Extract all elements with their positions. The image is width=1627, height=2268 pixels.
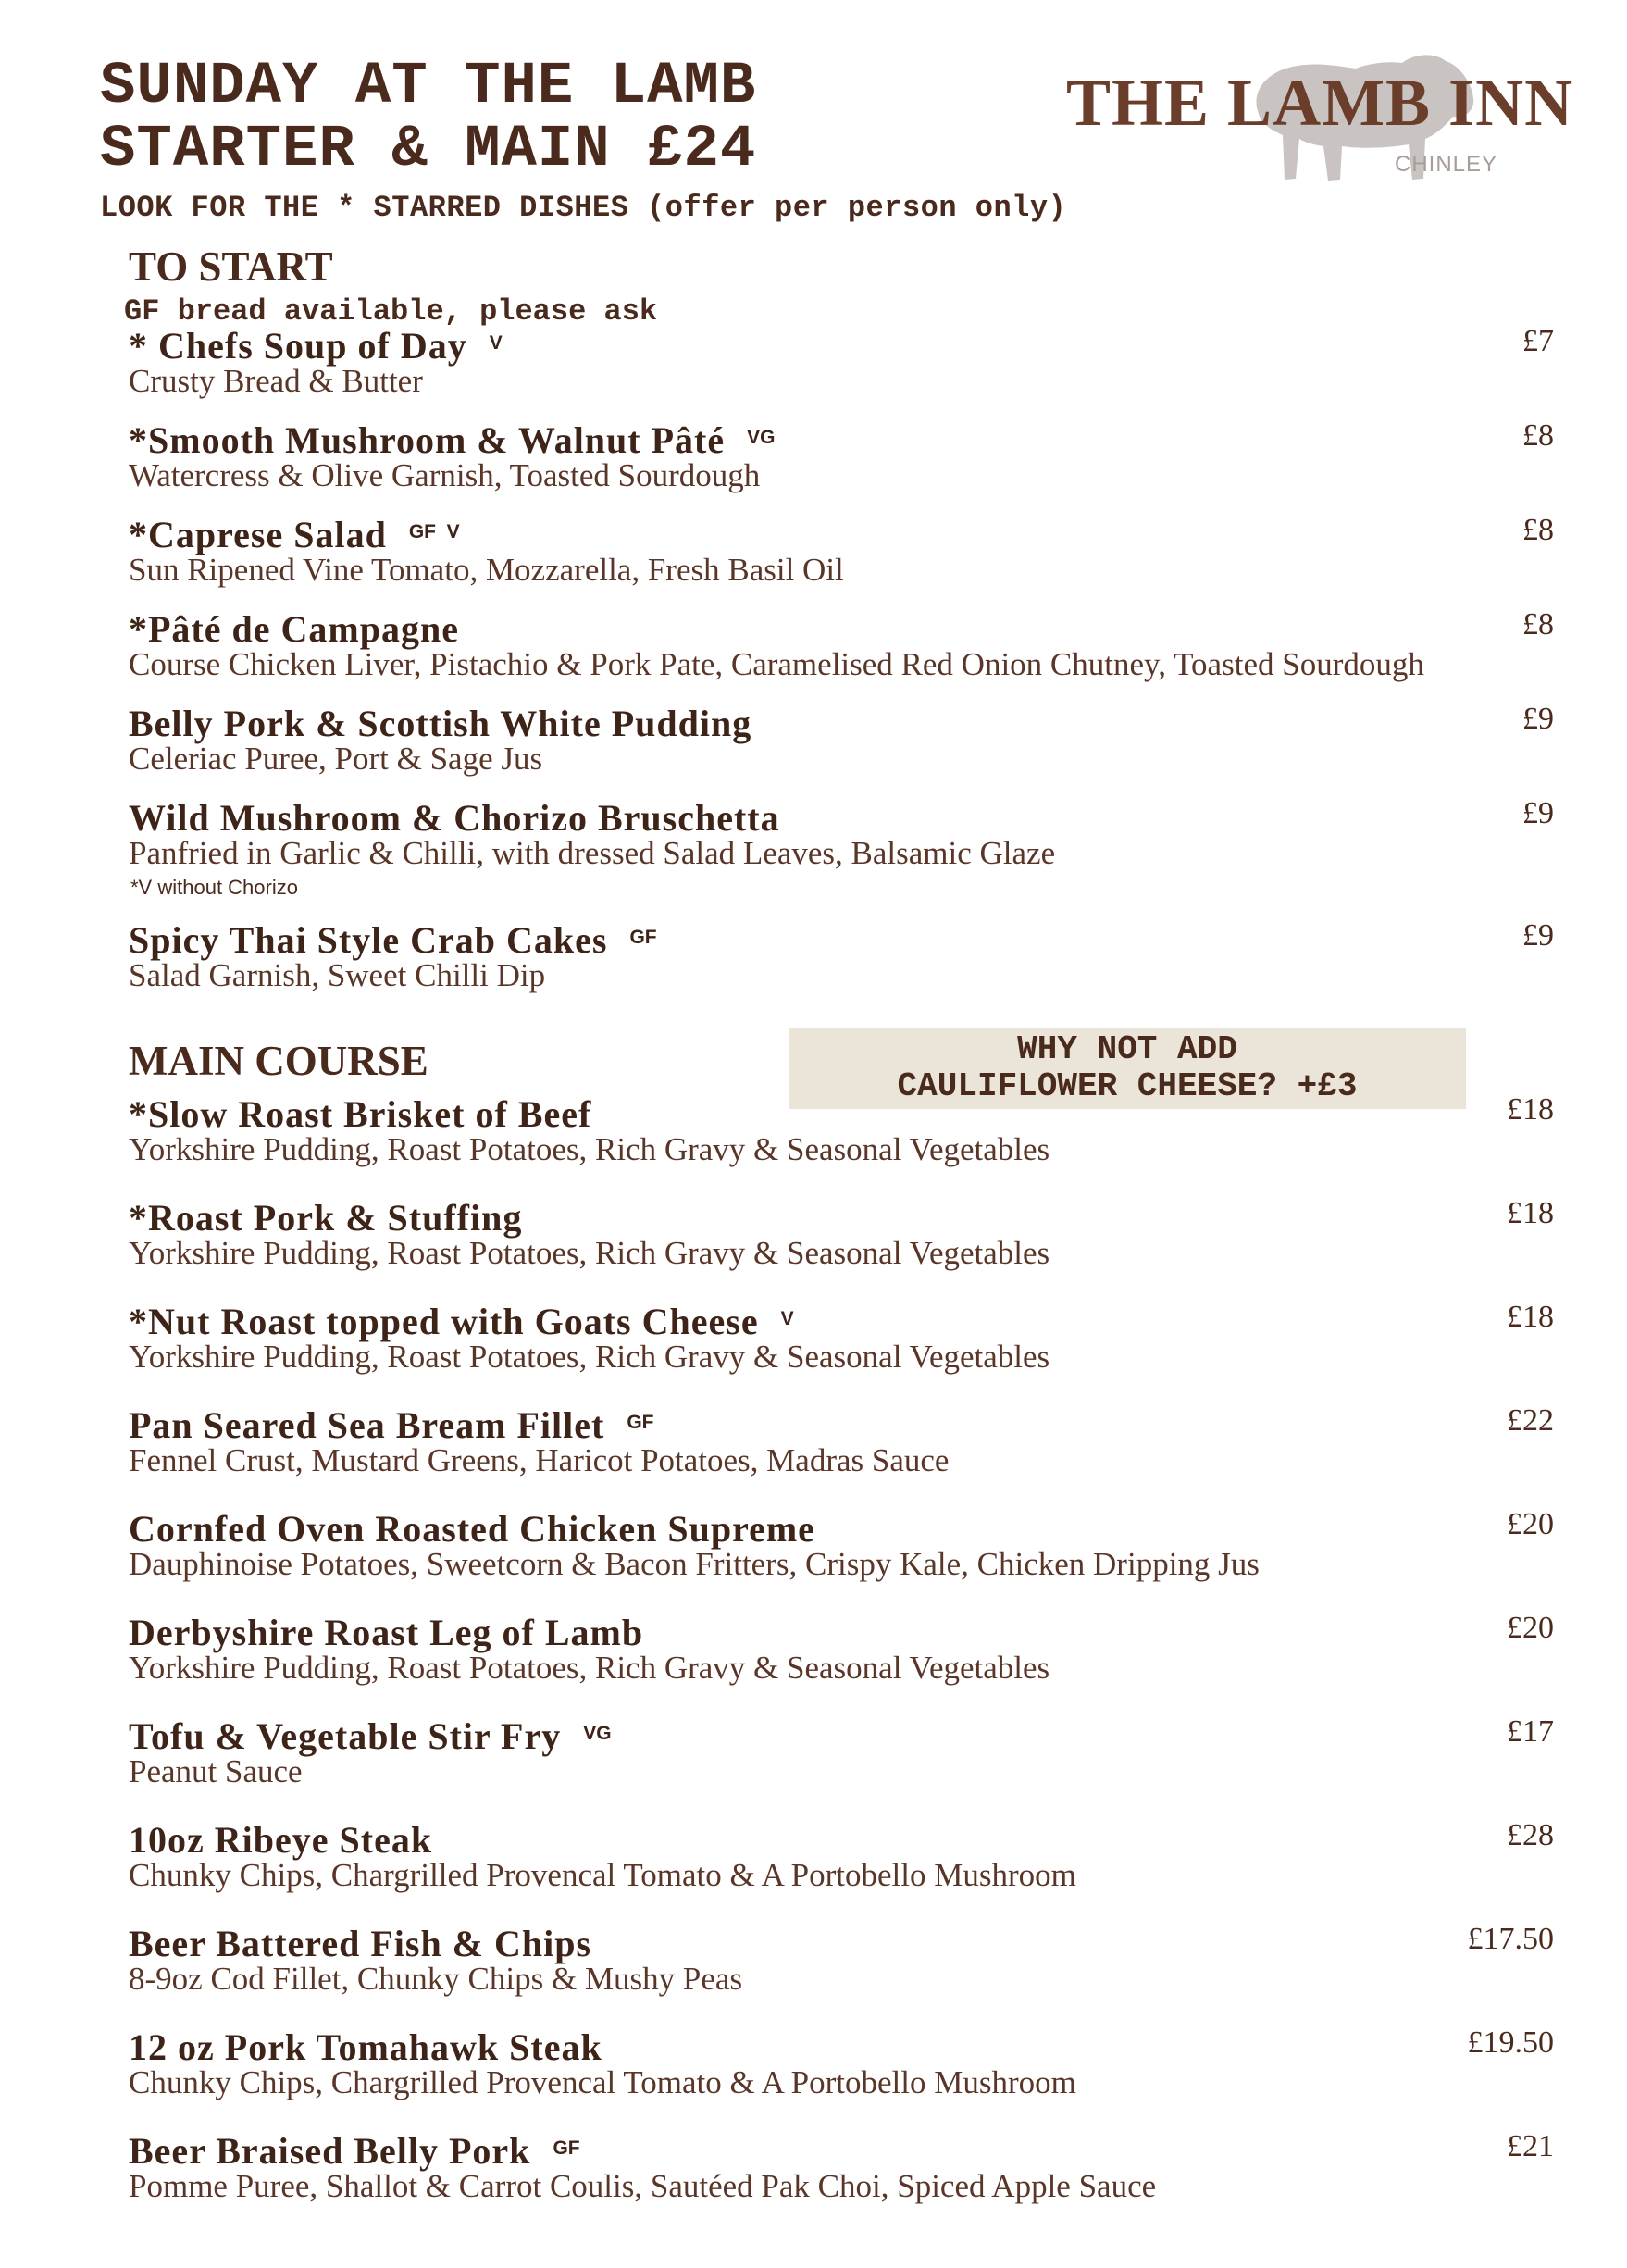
menu-item-roast-pork [129,1196,1554,1279]
item-name: Tofu & Vegetable Stir Fry [129,1715,562,1757]
menu-item-fish-and-chips [129,1922,1554,2005]
item-name: Wild Mushroom & Chorizo Bruschetta [129,797,780,839]
menu-title-line-2: STARTER & MAIN £24 [100,117,757,183]
dietary-tag: GF [627,1412,654,1433]
item-description: Yorkshire Pudding, Roast Potatoes, Rich Gravy & Seasonal Vegetables [129,1339,1050,1375]
item-price: £19.50 [1467,2025,1554,2060]
menu-item-nut-roast [129,1300,1554,1383]
menu-title [100,56,756,181]
item-name: 10oz Ribeye Steak [129,1819,433,1861]
item-price: £18 [1507,1196,1554,1230]
item-name: *Roast Pork & Stuffing [129,1197,523,1239]
menu-item-bruschetta [129,796,1554,899]
item-description: Crusty Bread & Butter [129,363,423,399]
item-name: *Smooth Mushroom & Walnut Pâté [129,419,726,461]
item-description: Salad Garnish, Sweet Chilli Dip [129,957,546,993]
item-price: £20 [1507,1507,1554,1541]
menu-title-line-1: SUNDAY AT THE LAMB [100,54,757,120]
item-description: Dauphinoise Potatoes, Sweetcorn & Bacon Fritters, Crispy Kale, Chicken Dripping Jus [129,1546,1260,1582]
dietary-tag: VG [747,427,776,448]
dietary-tag: GF V [408,521,460,542]
menu-item-chicken-supreme [129,1507,1554,1590]
item-description: Yorkshire Pudding, Roast Potatoes, Rich Gravy & Seasonal Vegetables [129,1131,1050,1167]
item-description: Pomme Puree, Shallot & Carrot Coulis, Sautéed Pak Choi, Spiced Apple Sauce [129,2168,1157,2204]
item-description: Course Chicken Liver, Pistachio & Pork Pate, Caramelised Red Onion Chutney, Toasted Sourdough [129,646,1424,682]
item-name: *Slow Roast Brisket of Beef [129,1093,592,1135]
item-note: *V without Chorizo [130,876,298,899]
item-price: £22 [1507,1403,1554,1438]
item-price: £9 [1522,918,1554,953]
menu-item-pate-de-campagne [129,607,1554,691]
item-name: Cornfed Oven Roasted Chicken Supreme [129,1508,815,1550]
item-price: £21 [1507,2129,1554,2163]
dietary-tag: V [489,332,503,354]
menu-item-mushroom-pate [129,418,1554,502]
item-description: Sun Ripened Vine Tomato, Mozzarella, Fresh Basil Oil [129,552,844,588]
item-price: £17.50 [1467,1922,1554,1956]
item-price: £28 [1507,1818,1554,1852]
item-description: Panfried in Garlic & Chilli, with dressed Salad Leaves, Balsamic Glaze [129,835,1056,871]
starters-note: GF bread available, please ask [124,294,658,329]
item-description: Peanut Sauce [129,1753,303,1789]
menu-item-ribeye [129,1818,1554,1901]
item-price: £18 [1507,1300,1554,1334]
dietary-tag: VG [583,1723,612,1744]
item-name: * Chefs Soup of Day [129,325,467,367]
menu-item-leg-of-lamb [129,1611,1554,1694]
logo-name: THE LAMB INN [1066,66,1574,140]
menu-item-tomahawk [129,2025,1554,2109]
item-name: Derbyshire Roast Leg of Lamb [129,1612,644,1653]
item-price: £20 [1507,1611,1554,1645]
item-description: Chunky Chips, Chargrilled Provencal Tomato & A Portobello Mushroom [129,2064,1076,2100]
item-price: £8 [1522,513,1554,547]
item-name: Beer Braised Belly Pork [129,2130,531,2172]
dietary-tag: GF [629,927,657,948]
item-price: £8 [1522,607,1554,642]
item-price: £9 [1522,796,1554,830]
item-description: Celeriac Puree, Port & Sage Jus [129,741,543,777]
item-name: *Caprese Salad [129,514,387,555]
promo-text: WHY NOT ADD CAULIFLOWER CHEESE? +£3 [897,1030,1358,1105]
item-name: Pan Seared Sea Bream Fillet [129,1404,605,1446]
starters-heading: TO START [129,243,333,290]
item-name: Spicy Thai Style Crab Cakes [129,919,608,961]
item-name: Belly Pork & Scottish White Pudding [129,703,752,744]
item-price: £7 [1522,324,1554,358]
menu-item-caprese-salad [129,513,1554,596]
item-name: *Nut Roast topped with Goats Cheese [129,1301,759,1342]
item-description: Chunky Chips, Chargrilled Provencal Tomato & A Portobello Mushroom [129,1857,1076,1893]
dietary-tag: V [780,1308,794,1329]
item-price: £18 [1507,1092,1554,1127]
item-description: 8-9oz Cod Fillet, Chunky Chips & Mushy Peas [129,1961,743,1997]
menu-item-belly-pork-pudding [129,702,1554,785]
item-price: £9 [1522,702,1554,736]
menu-item-crab-cakes [129,918,1554,1002]
item-price: £8 [1522,418,1554,453]
logo-location: CHINLEY [1395,152,1498,177]
menu-item-brisket [129,1092,1554,1176]
item-description: Watercress & Olive Garnish, Toasted Sourdough [129,457,761,493]
item-name: *Pâté de Campagne [129,608,459,650]
menu-subtitle: LOOK FOR THE * STARRED DISHES (offer per person only) [100,191,1067,225]
mains-heading: MAIN COURSE [129,1038,428,1084]
dietary-tag: GF [553,2137,580,2159]
menu-item-sea-bream [129,1403,1554,1487]
item-description: Yorkshire Pudding, Roast Potatoes, Rich Gravy & Seasonal Vegetables [129,1235,1050,1271]
menu-item-braised-belly-pork [129,2129,1554,2212]
menu-item-chefs-soup [129,324,1554,407]
item-name: 12 oz Pork Tomahawk Steak [129,2026,602,2068]
item-description: Yorkshire Pudding, Roast Potatoes, Rich Gravy & Seasonal Vegetables [129,1650,1050,1686]
menu-item-stir-fry [129,1714,1554,1798]
item-description: Fennel Crust, Mustard Greens, Haricot Potatoes, Madras Sauce [129,1442,950,1478]
item-name: Beer Battered Fish & Chips [129,1923,592,1964]
item-price: £17 [1507,1714,1554,1749]
logo [1055,26,1574,193]
